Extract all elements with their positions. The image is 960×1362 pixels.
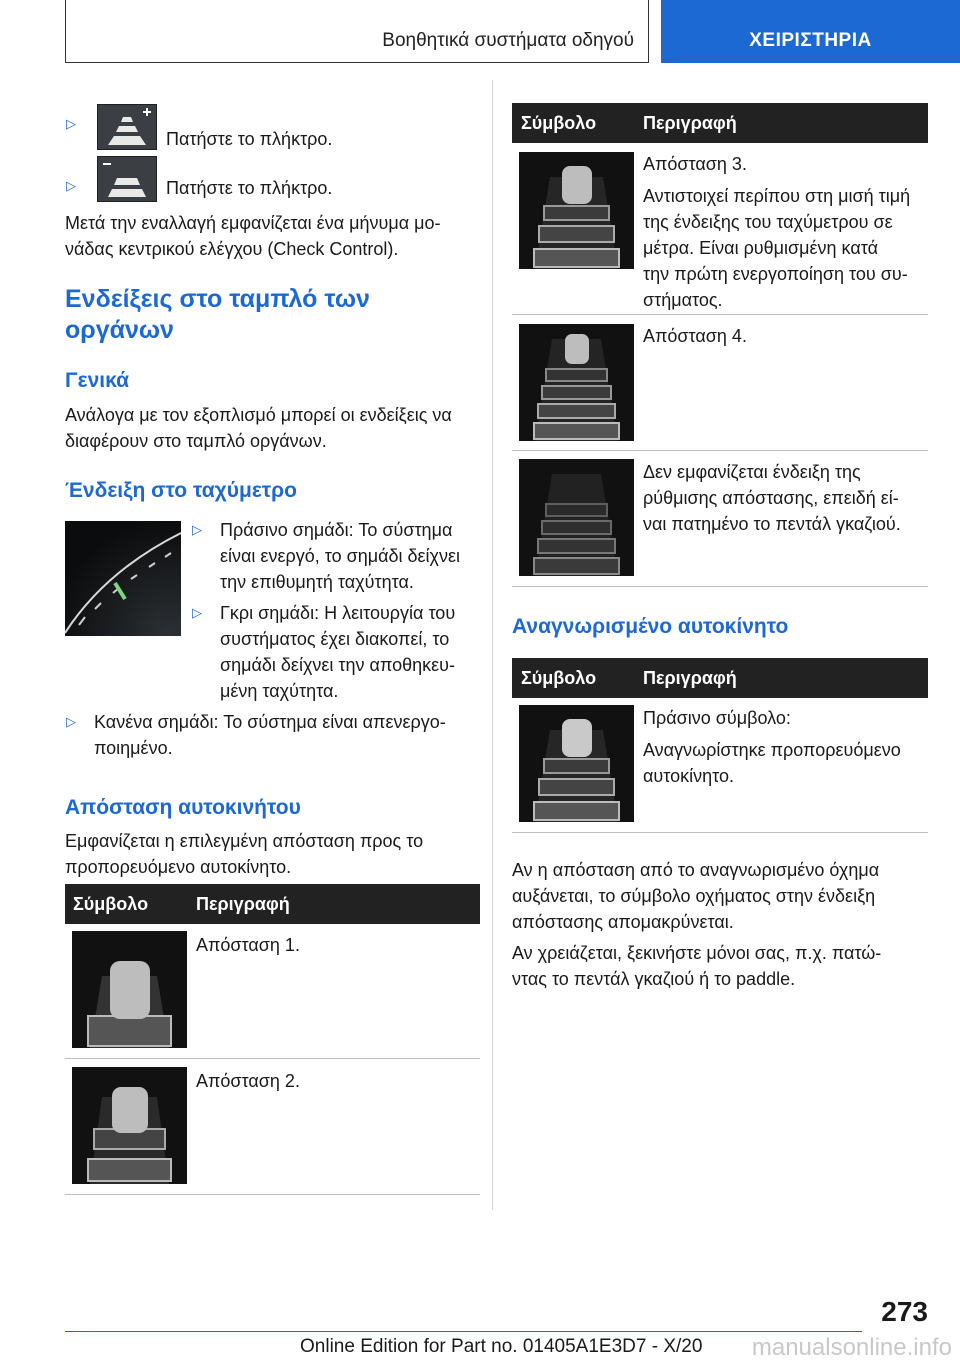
step-2-text: Πατήστε το πλήκτρο.	[166, 178, 333, 198]
distance-4-description: Απόσταση 4.	[643, 326, 747, 346]
note-text-line: Μετά την εναλλαγή εμφανίζεται ένα μήνυμα μο-	[65, 213, 441, 233]
note-text-line: νάδας κεντρικού ελέγχου (Check Control).	[65, 239, 399, 259]
table-row-divider	[512, 450, 928, 451]
paragraph-line: διαφέρουν στο ταμπλό οργάνων.	[65, 431, 327, 451]
table-header	[512, 103, 928, 143]
table-header	[65, 884, 480, 924]
section-title: Βοηθητικά συστήματα οδηγού	[382, 30, 634, 51]
table-row-divider	[65, 1058, 480, 1059]
paragraph-line: Αν η απόσταση από το αναγνωρισμένο όχημα	[512, 860, 880, 880]
distance-1-description: Απόσταση 1.	[196, 935, 300, 955]
detected-vehicle-line: αυτοκίνητο.	[643, 766, 734, 786]
paragraph-line: Ανάλογα με τον εξοπλισμό μπορεί οι ενδείξεις να	[65, 405, 452, 425]
distance-3-image	[519, 152, 634, 269]
table-row-divider	[512, 586, 928, 587]
grey-mark-line: συστήματος έχει διακοπεί, το	[220, 629, 450, 649]
chapter-title: ΧΕΙΡΙΣΤΗΡΙΑ	[749, 30, 872, 51]
section-heading: οργάνων	[65, 316, 174, 344]
distance-3-line: την πρώτη ενεργοποίηση του συ-	[643, 264, 908, 284]
detected-vehicle-line: Πράσινο σύμβολο:	[643, 708, 791, 728]
grey-mark-line: Γκρι σημάδι: Η λειτουργία του	[220, 603, 456, 623]
column-header-description: Περιγραφή	[643, 113, 737, 133]
footer-rule	[65, 1331, 862, 1332]
paragraph-line: απόστασης απομακρύνεται.	[512, 912, 734, 932]
distance-3-line: μέτρα. Είναι ρυθμισμένη κατά	[643, 238, 878, 258]
column-header-symbol: Σύμβολο	[73, 894, 149, 914]
detected-vehicle-image	[519, 705, 634, 822]
paragraph-line: Αν χρειάζεται, ξεκινήστε μόνοι σας, π.χ. πατώ-	[512, 943, 882, 963]
no-mark-line: ποιημένο.	[94, 738, 173, 758]
watermark-text: manualsonline.info	[751, 1334, 952, 1361]
bullet-triangle-icon: ▷	[192, 605, 202, 620]
column-header-symbol: Σύμβολο	[521, 668, 597, 688]
grey-mark-line: σημάδι δείχνει την αποθηκευ-	[220, 655, 456, 675]
subheading-general: Γενικά	[65, 369, 130, 392]
column-divider	[492, 80, 493, 1210]
grey-mark-line: μένη ταχύτητα.	[220, 681, 339, 701]
bullet-triangle-icon: ▷	[66, 116, 76, 131]
paragraph-line: Εμφανίζεται η επιλεγμένη απόσταση προς το	[65, 831, 424, 851]
distance-1-image	[72, 931, 187, 1048]
header-section-box	[65, 0, 649, 63]
column-header-description: Περιγραφή	[643, 668, 737, 688]
table-row-divider	[65, 1194, 480, 1195]
column-header-description: Περιγραφή	[196, 894, 290, 914]
distance-2-description: Απόσταση 2.	[196, 1071, 300, 1091]
accelerator-pressed-image	[519, 459, 634, 576]
distance-increase-key-icon	[97, 104, 157, 150]
page-number: 273	[881, 1296, 928, 1327]
paragraph-line: προπορευόμενο αυτοκίνητο.	[65, 857, 292, 877]
distance-decrease-key-icon	[97, 156, 157, 202]
distance-3-line: Απόσταση 3.	[643, 154, 747, 174]
subheading-detected-vehicle: Αναγνωρισμένο αυτοκίνητο	[512, 615, 789, 638]
paragraph-line: αυξάνεται, το σύμβολο οχήματος στην ένδειξη	[512, 886, 876, 906]
green-mark-line: Πράσινο σημάδι: Το σύστημα	[220, 520, 453, 540]
bullet-triangle-icon: ▷	[66, 714, 76, 729]
subheading-distance: Απόσταση αυτοκινήτου	[65, 796, 301, 819]
distance-3-line: της ένδειξης του ταχύμετρου σε	[643, 212, 893, 232]
edition-footer: Online Edition for Part no. 01405A1E3D7 - X/20	[300, 1336, 703, 1357]
distance-2-image	[72, 1067, 187, 1184]
no-mark-line: Κανένα σημάδι: Το σύστημα είναι απενεργο-	[94, 712, 446, 732]
column-header-symbol: Σύμβολο	[521, 113, 597, 133]
green-mark-line: είναι ενεργό, το σημάδι δείχνει	[220, 546, 461, 566]
accelerator-line: Δεν εμφανίζεται ένδειξη της	[643, 462, 861, 482]
distance-4-image	[519, 324, 634, 441]
paragraph-line: ντας το πεντάλ γκαζιού ή το paddle.	[512, 969, 796, 989]
accelerator-line: ναι πατημένο το πεντάλ γκαζιού.	[643, 514, 901, 534]
table-header	[512, 658, 928, 698]
header-chapter-box	[661, 0, 960, 63]
green-mark-line: την επιθυμητή ταχύτητα.	[220, 572, 414, 592]
accelerator-line: ρύθμισης απόστασης, επειδή εί-	[643, 488, 899, 508]
table-row-divider	[512, 314, 928, 315]
detected-vehicle-line: Αναγνωρίστηκε προπορευόμενο	[643, 740, 901, 760]
distance-3-line: Αντιστοιχεί περίπου στη μισή τιμή	[643, 186, 911, 206]
step-1-text: Πατήστε το πλήκτρο.	[166, 129, 333, 149]
section-heading: Ενδείξεις στο ταμπλό των	[65, 285, 370, 313]
subheading-speedometer: Ένδειξη στο ταχύμετρο	[65, 479, 297, 502]
bullet-triangle-icon: ▷	[192, 522, 202, 537]
distance-3-line: στήματος.	[643, 290, 723, 310]
bullet-triangle-icon: ▷	[66, 178, 76, 193]
table-row-divider	[512, 832, 928, 833]
speedometer-image	[65, 521, 181, 636]
